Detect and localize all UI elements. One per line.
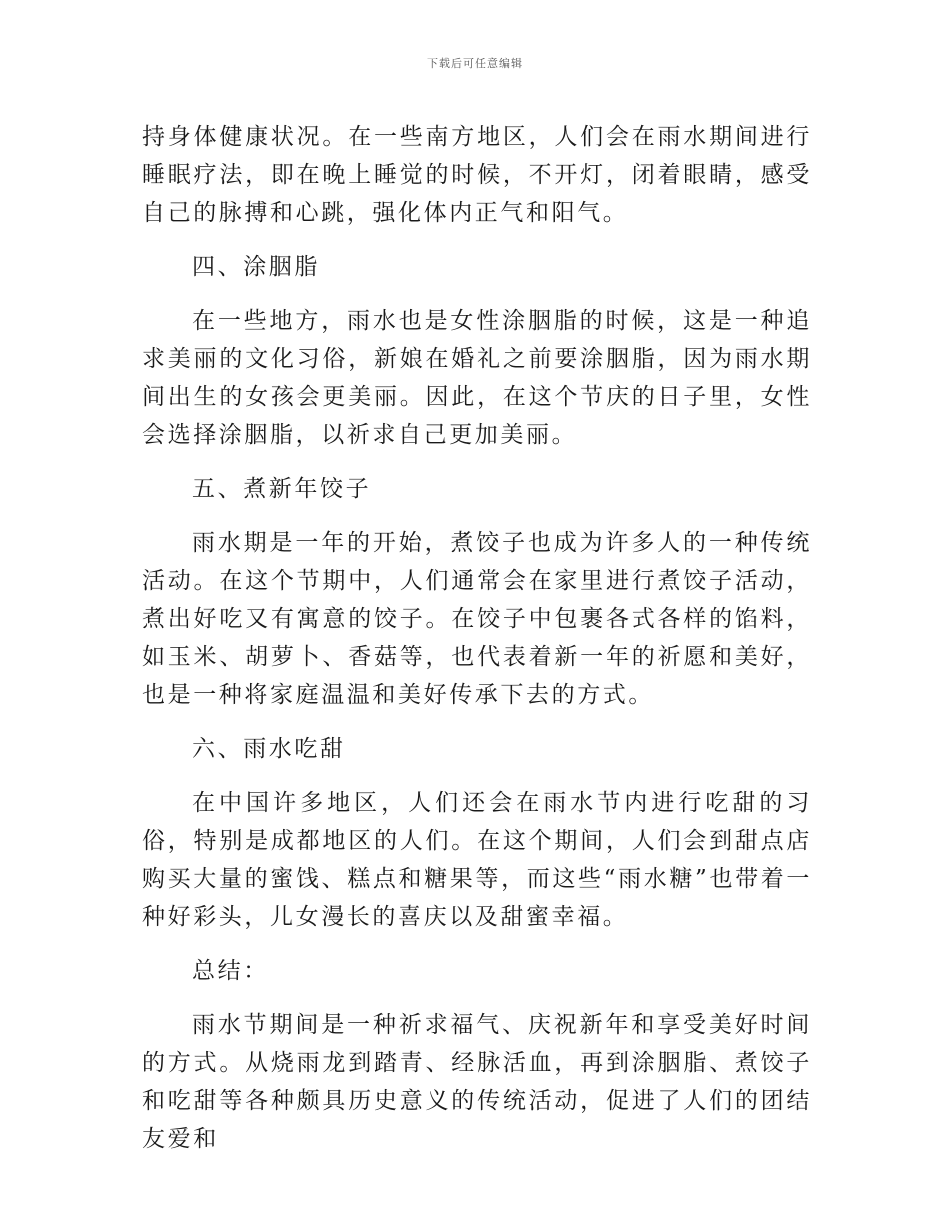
- section-heading-5: 五、煮新年饺子: [192, 476, 372, 502]
- page-header: 下载后可任意编辑: [427, 57, 523, 70]
- paragraph-continued: 持身体健康状况。在一些南方地区，人们会在雨水期间进行睡眠疗法，即在晚上睡觉的时候，不开灯，闭着眼睛，感受自己的脉搏和心跳，强化体内正气和阳气。: [142, 124, 812, 226]
- section-heading-4: 四、涂胭脂: [192, 254, 320, 280]
- section-heading-6: 六、雨水吃甜: [192, 736, 346, 762]
- summary-heading: 总结：: [192, 958, 269, 984]
- paragraph-section-4: 在一些地方，雨水也是女性涂胭脂的时候，这是一种追求美丽的文化习俗，新娘在婚礼之前要涂胭脂，因为雨水期间出生的女孩会更美丽。因此，在这个节庆的日子里，女性会选择涂胭脂，以祈求自己更加美丽。: [142, 308, 812, 448]
- paragraph-section-5: 雨水期是一年的开始，煮饺子也成为许多人的一种传统活动。在这个节期中，人们通常会在家里进行煮饺子活动，煮出好吃又有寓意的饺子。在饺子中包裹各式各样的馅料，如玉米、胡萝卜、香菇等，也代表着新一年的祈愿和美好，也是一种将家庭温温和美好传承下去的方式。: [142, 530, 812, 708]
- paragraph-section-6: 在中国许多地区，人们还会在雨水节内进行吃甜的习俗，特别是成都地区的人们。在这个期间，人们会到甜点店购买大量的蜜饯、糕点和糖果等，而这些“雨水糖”也带着一种好彩头，儿女漫长的喜庆以及甜蜜幸福。: [142, 790, 812, 930]
- paragraph-summary: 雨水节期间是一种祈求福气、庆祝新年和享受美好时间的方式。从烧雨龙到踏青、经脉活血，再到涂胭脂、煮饺子和吃甜等各种颇具历史意义的传统活动，促进了人们的团结友爱和: [142, 1012, 812, 1152]
- document-body: [142, 118, 812, 1174]
